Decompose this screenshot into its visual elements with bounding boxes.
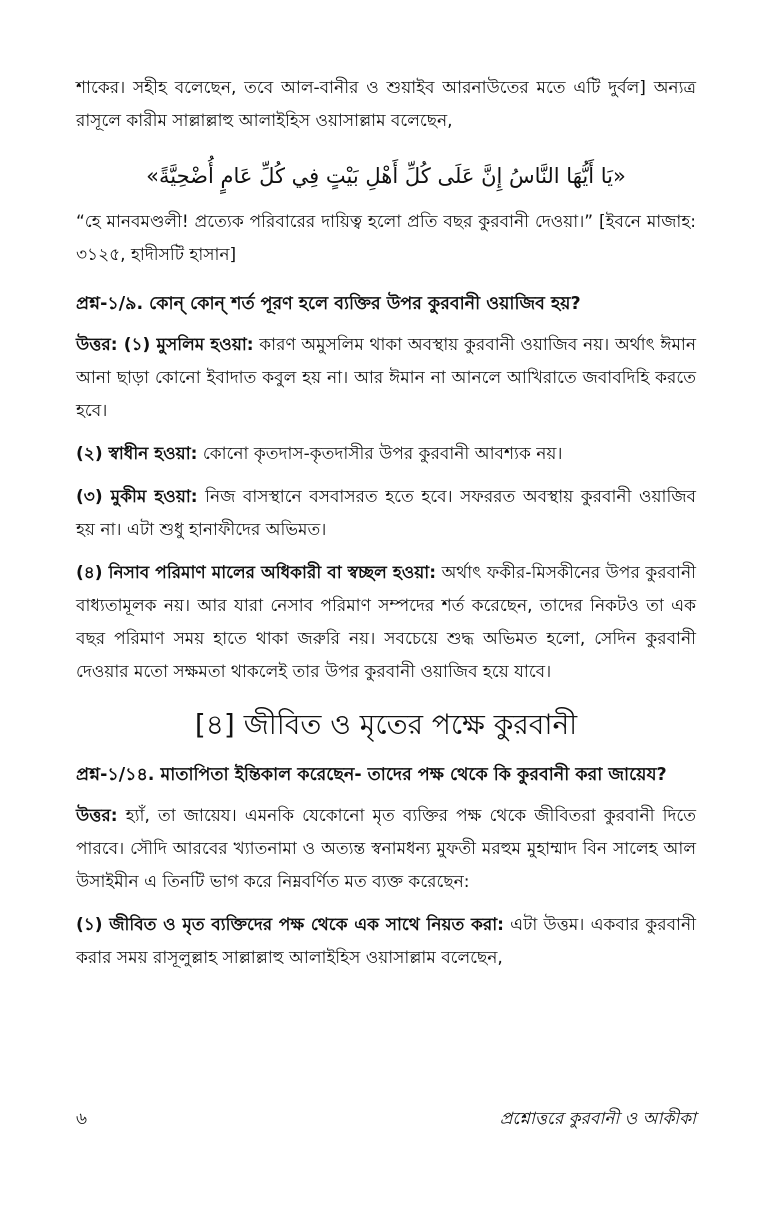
answer-condition-2-text: কোনো কৃতদাস-কৃতদাসীর উপর কুরবানী আবশ্যক নয়।: [197, 444, 563, 464]
answer-condition-3-label: (৩) মুকীম হওয়া:: [76, 487, 198, 507]
answer-condition-4-text: অর্থাৎ ফকীর-মিসকীনের উপর কুরবানী বাধ্যতামূলক নয়। আর যারা নেসাব পরিমাণ সম্পদের শর্ত করেছেন, তাদের নিকটও তা এক বছর পরিমাণ সময় হাতে থাকা জরুরি নয়। সবচেয়ে শুদ্ধ অভিমত হলো, সেদিন কুরবানী দেওয়ার মতো সক্ষমতা থাকলেই তার উপর কুরবানী ওয়াজিব হয়ে যাবে।: [76, 563, 696, 682]
page-number: ৬: [76, 1109, 88, 1129]
answer-point-1-label: (১) জীবিত ও মৃত ব্যক্তিদের পক্ষ থেকে এক সাথে নিয়ত করা:: [76, 915, 504, 935]
answer-point-1: [76, 909, 696, 975]
book-title: প্রশ্নোত্তরে কুরবানী ও আকীকা: [499, 1109, 696, 1129]
answer-condition-3-text: নিজ বাসস্থানে বসবাসরত হতে হবে। সফররত অবস্থায় কুরবানী ওয়াজিব হয় না। এটা শুধু হানাফীদের অভিমত।: [76, 487, 696, 540]
answer-condition-2-label: (২) স্বাধীন হওয়া:: [76, 444, 198, 464]
answer-text: হ্যাঁ, তা জায়েয। এমনকি যেকোনো মৃত ব্যক্তির পক্ষ থেকে জীবিতরা কুরবানী দিতে পারবে। সৌদি আরবের খ্যাতনামা ও অত্যন্ত স্বনামধন্য মুফতী মরহুম মুহাম্মাদ বিন সালেহ আল উসাইমীন এ তিনটি ভাগ করে নিম্নবর্ণিত মত ব্যক্ত করেছেন:: [76, 806, 696, 892]
intro-paragraph: শাকের। সহীহ বলেছেন, তবে আল-বানীর ও শুয়াইব আরনাউতের মতে এটি দুর্বল] অন্যত্র রাসূলে কারীম সাল্লাল্লাহু আলাইহিস ওয়াসাল্লাম বলেছেন,: [76, 78, 696, 131]
question-heading-2: প্রশ্ন-১/১৪. মাতাপিতা ইন্তিকাল করেছেন- তাদের পক্ষ থেকে কি কুরবানী করা জায়েয?: [76, 765, 667, 785]
answer-paragraph: [76, 800, 696, 899]
answer-point-1-text: এটা উত্তম। একবার কুরবানী করার সময় রাসূলুল্লাহ সাল্লাল্লাহু আলাইহিস ওয়াসাল্লাম বলেছেন,: [76, 915, 696, 968]
section-heading: [৪] জীবিত ও মৃতের পক্ষে কুরবানী: [194, 708, 578, 741]
hadith-translation: “হে মানবমণ্ডলী! প্রত্যেক পরিবারের দায়িত্ব হলো প্রতি বছর কুরবানী দেওয়া।” [ইবনে মাজাহ: ৩১২৫, হাদীসটি হাসান]: [76, 212, 696, 265]
answer-condition-1-label: উত্তর: (১) মুসলিম হওয়া:: [76, 335, 254, 355]
page-content: [76, 72, 696, 985]
answer-condition-1-text: কারণ অমুসলিম থাকা অবস্থায় কুরবানী ওয়াজিব নয়। অর্থাৎ ঈমান আনা ছাড়া কোনো ইবাদাত কবুল হয় না। আর ঈমান না আনলে আখিরাতে জবাবদিহি করতে হবে।: [76, 335, 697, 421]
page-footer: [76, 1106, 696, 1136]
answer-condition-4-label: (৪) নিসাব পরিমাণ মালের অধিকারী বা স্বচ্ছল হওয়া:: [76, 563, 437, 583]
answer-condition-4: [76, 557, 696, 689]
question-heading: প্রশ্ন-১/৯. কোন্ কোন্ শর্ত পূরণ হলে ব্যক্তির উপর কুরবানী ওয়াজিব হয়?: [76, 294, 581, 314]
answer-label: উত্তর:: [76, 806, 118, 826]
answer-condition-3: [76, 481, 696, 547]
arabic-hadith: «يَا أَيُّهَا النَّاسُ إِنَّ عَلَى كُلِّ أَهْلِ بَيْتٍ فِي كُلِّ عَامٍ أُضْحِيَّةً»: [146, 164, 626, 188]
answer-condition-2: [76, 438, 696, 471]
answer-condition-1: [76, 329, 696, 428]
